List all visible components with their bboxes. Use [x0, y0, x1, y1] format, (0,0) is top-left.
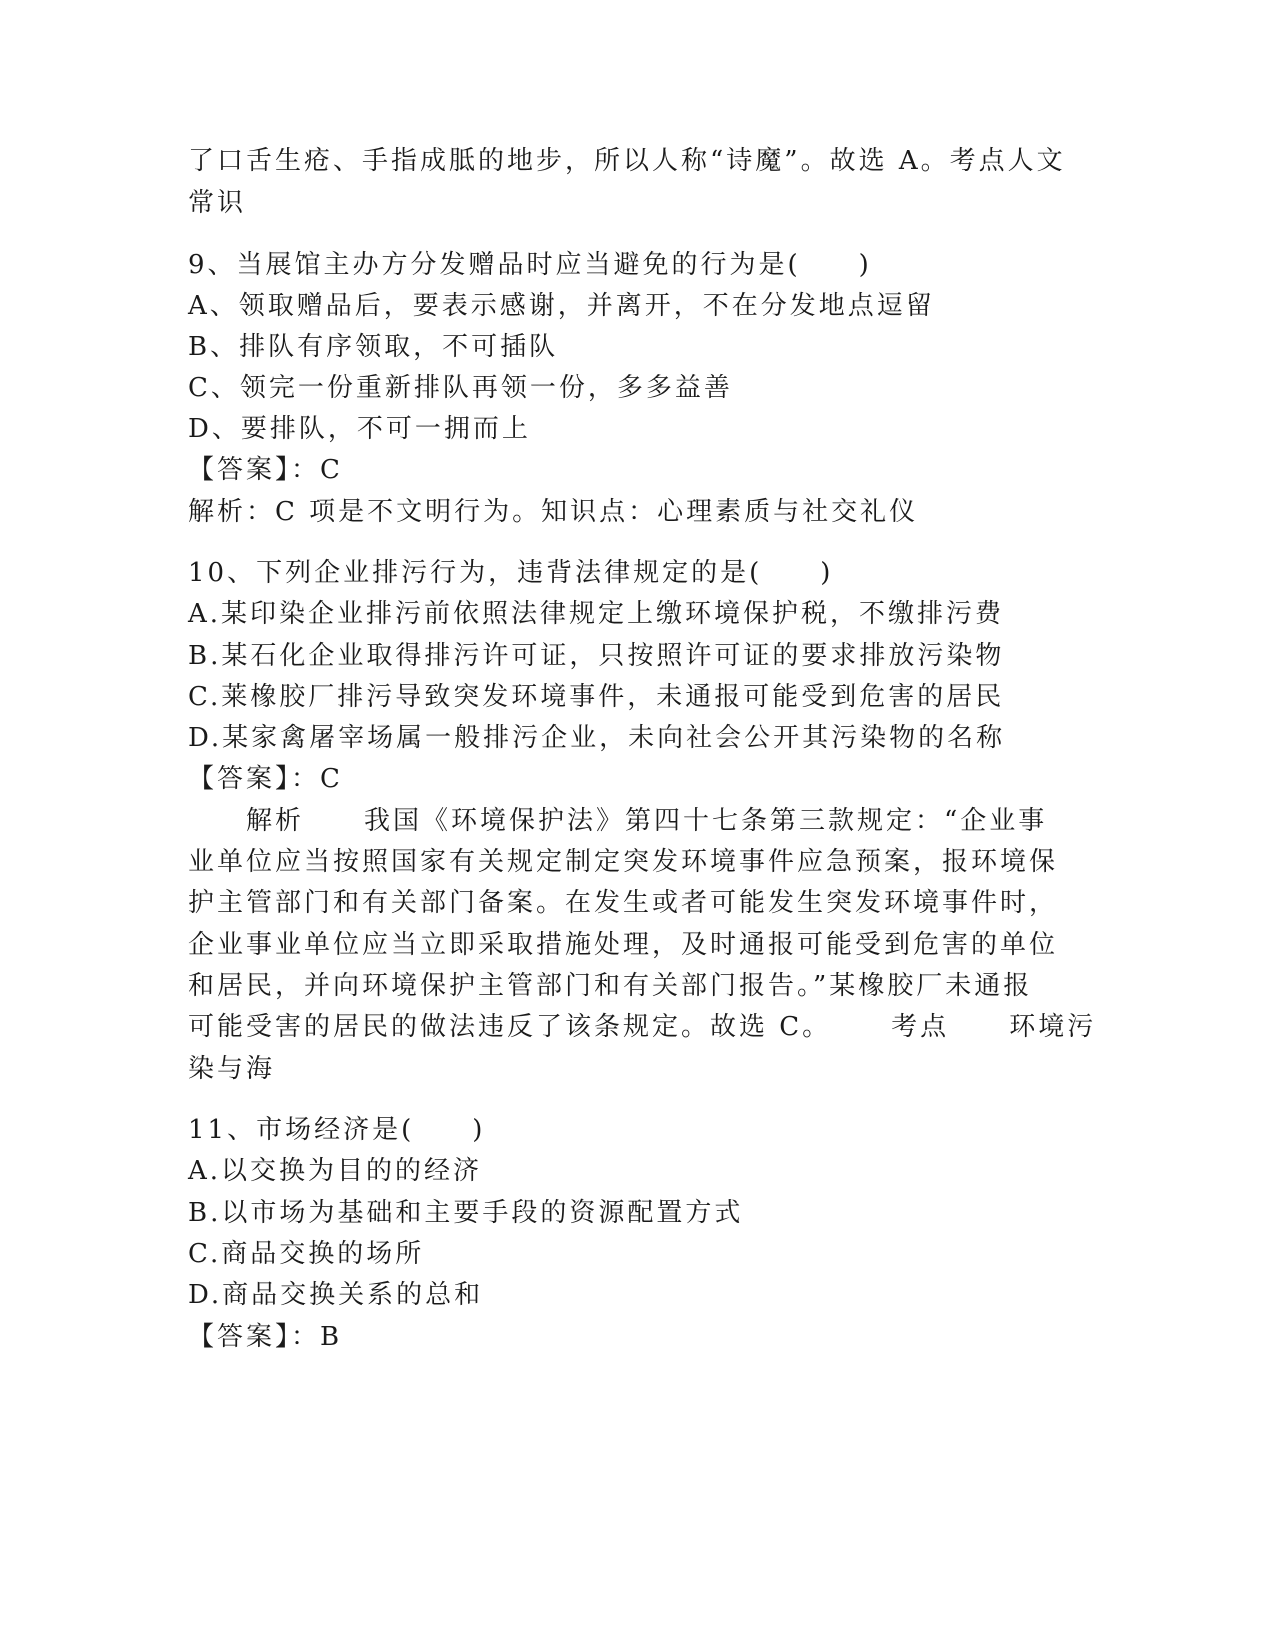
q10-analysis-line-4: 企业事业单位应当立即采取措施处理，及时通报可能受到危害的单位 [188, 930, 1059, 960]
q10-kaodian-text: 环境污 [1009, 1012, 1097, 1042]
q9-option-d: D、要排队，不可一拥而上 [188, 414, 531, 444]
q9-question: 9、当展馆主办方分发赠品时应当避免的行为是( ) [188, 250, 872, 280]
q10-question: 10、下列企业排污行为，违背法律规定的是( ) [188, 558, 834, 588]
q9-option-c: C、领完一份重新排队再领一份，多多益善 [188, 373, 733, 403]
q10-kaodian-label: 考点 [891, 1012, 950, 1042]
q11-option-c: C.商品交换的场所 [188, 1239, 425, 1269]
q11-option-a: A.以交换为目的的经济 [188, 1156, 483, 1186]
continuation-line-1: 了口舌生疮、手指成胝的地步，所以人称“诗魔”。故选 A。考点人文 [188, 146, 1066, 176]
q10-analysis-line-6 [188, 1011, 1097, 1043]
q10-option-a: A.某印染企业排污前依照法律规定上缴环境保护税，不缴排污费 [188, 599, 1005, 629]
q10-analysis-line-5: 和居民，并向环境保护主管部门和有关部门报告。”某橡胶厂未通报 [188, 971, 1033, 1001]
q10-analysis-last-text: 可能受害的居民的做法违反了该条规定。故选 C。 [188, 1012, 832, 1042]
q10-analysis-first-text: 我国《环境保护法》第四十七条第三款规定：“企业事 [364, 806, 1048, 836]
q10-option-b: B.某石化企业取得排污许可证，只按照许可证的要求排放污染物 [188, 641, 1005, 671]
q10-analysis-label: 解析 [246, 806, 305, 836]
continuation-line-2: 常识 [188, 188, 247, 218]
q10-analysis-line-2: 业单位应当按照国家有关规定制定突发环境事件应急预案，报环境保 [188, 847, 1059, 877]
q10-option-c: C.莱橡胶厂排污导致突发环境事件，未通报可能受到危害的居民 [188, 682, 1005, 712]
q9-analysis: 解析：C 项是不文明行为。知识点：心理素质与社交礼仪 [188, 497, 919, 527]
q11-answer: 【答案】：B [188, 1322, 343, 1352]
q10-analysis-first-line [246, 805, 1146, 837]
q10-kaodian-tail: 染与海 [188, 1054, 276, 1084]
q10-analysis-line-3: 护主管部门和有关部门备案。在发生或者可能发生突发环境事件时， [188, 888, 1059, 918]
q9-option-b: B、排队有序领取，不可插队 [188, 332, 559, 362]
q9-answer: 【答案】：C [188, 455, 343, 485]
q9-option-a: A、领取赠品后，要表示感谢，并离开，不在分发地点逗留 [188, 291, 935, 321]
q11-question: 11、市场经济是( ) [188, 1115, 486, 1145]
q10-answer: 【答案】：C [188, 764, 343, 794]
q11-option-b: B.以市场为基础和主要手段的资源配置方式 [188, 1198, 744, 1228]
q11-option-d: D.商品交换关系的总和 [188, 1280, 484, 1310]
q10-option-d: D.某家禽屠宰场属一般排污企业，未向社会公开其污染物的名称 [188, 723, 1006, 753]
